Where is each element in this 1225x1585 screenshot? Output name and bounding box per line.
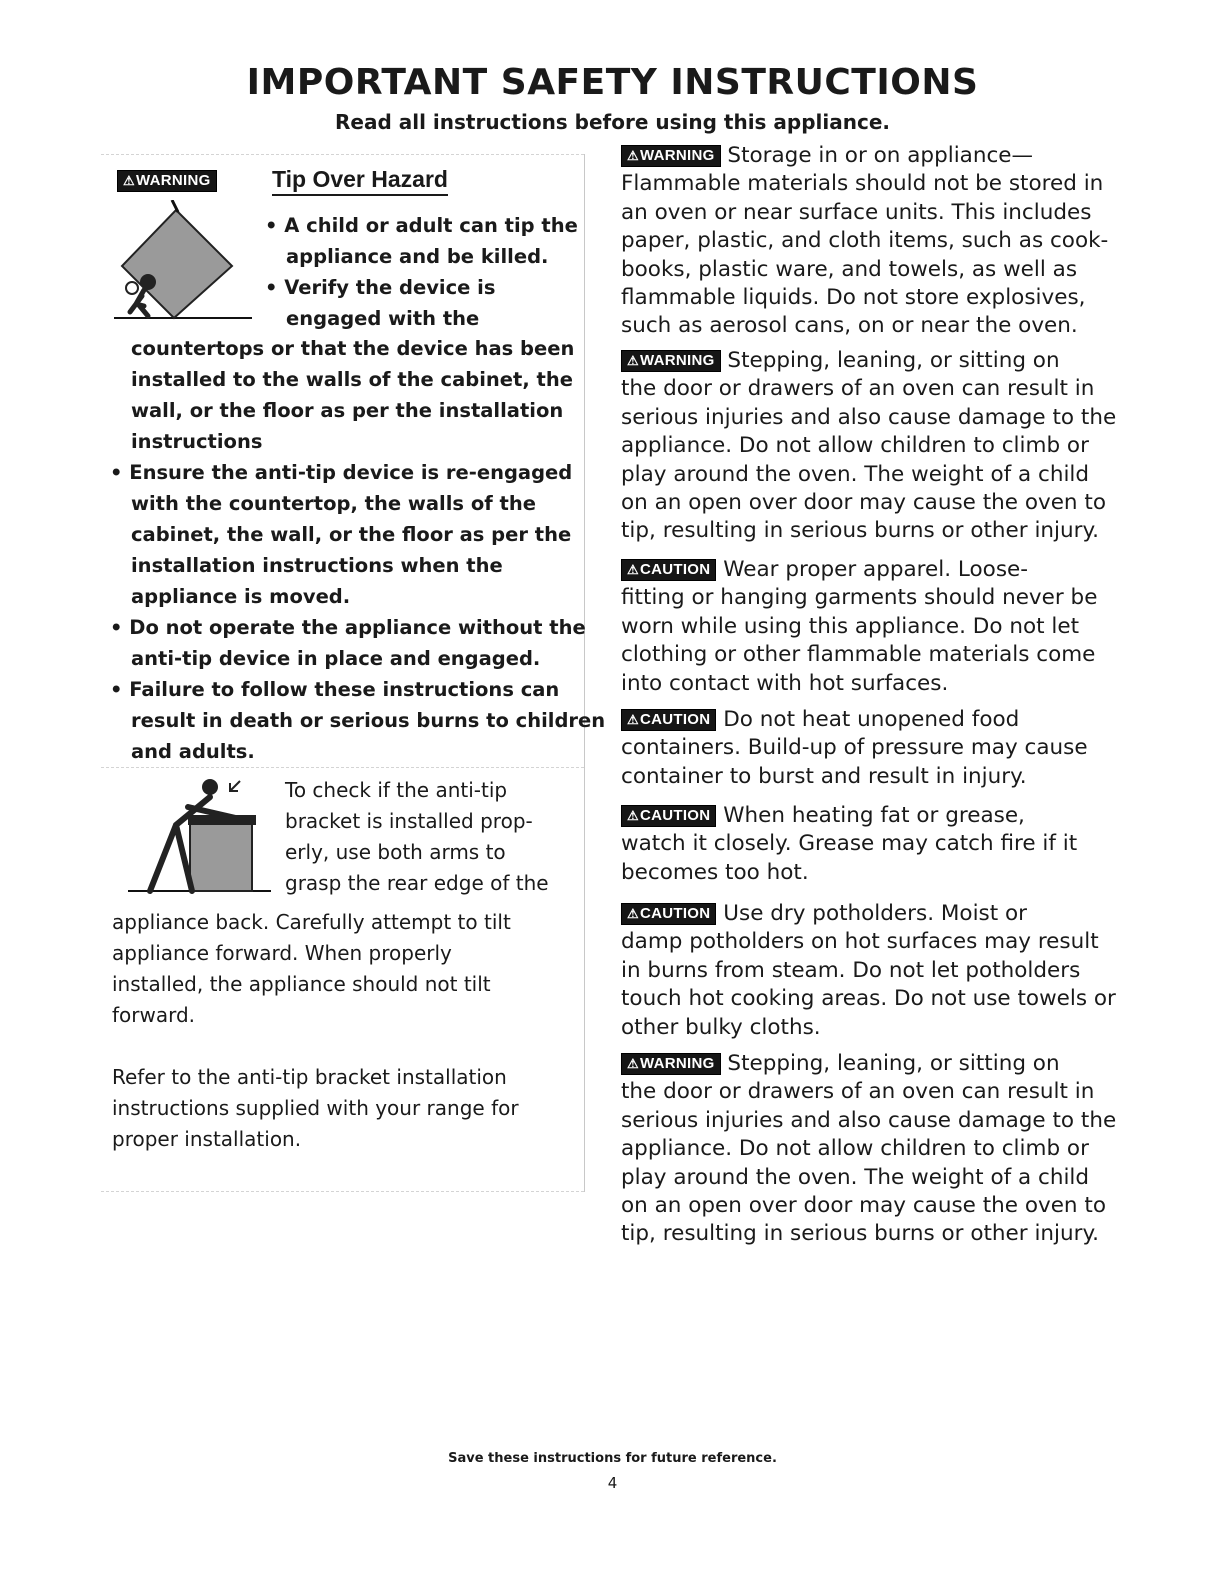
text-line: Flammable materials should not be stored in [621, 171, 1104, 197]
caution-badge: ⚠CAUTION [621, 805, 716, 827]
text-line: • A child or adult can tip the [265, 214, 578, 237]
text-line: tip, resulting in serious burns or other injury. [621, 1221, 1099, 1247]
text-line: countertops or that the device has been [131, 337, 575, 360]
anti-tip-check-illustration-icon [128, 775, 273, 895]
text-line: To check if the anti-tip [285, 778, 508, 802]
text-line: ⚠CAUTION When heating fat or grease, [621, 802, 1221, 830]
page-number: 4 [607, 1474, 618, 1492]
text-line: installation instructions when the [131, 554, 503, 577]
text-line: • Verify the device is [265, 276, 496, 299]
text-line: containers. Build-up of pressure may cause [621, 735, 1088, 761]
text-line: • Failure to follow these instructions can [110, 678, 560, 701]
text-line: installed to the walls of the cabinet, the [131, 368, 573, 391]
text-line: play around the oven. The weight of a child [621, 461, 1090, 487]
caution-paragraph-containers [621, 706, 1221, 791]
text-line: tip, resulting in serious burns or other injury. [621, 518, 1099, 544]
text-line: wall, or the floor as per the installation [131, 399, 564, 422]
warning-paragraph-stepping [621, 347, 1221, 546]
warning-triangle-icon: ⚠ [123, 173, 135, 188]
text-line: instructions [131, 430, 263, 453]
text-line: ⚠CAUTION Do not heat unopened food [621, 706, 1221, 734]
text-line: appliance back. Carefully attempt to tilt [112, 910, 511, 934]
text-line: ⚠WARNING Stepping, leaning, or sitting on [621, 1050, 1221, 1078]
text-line: play around the oven. The weight of a child [621, 1164, 1090, 1190]
warning-triangle-icon: ⚠ [627, 906, 639, 921]
text-line: flammable liquids. Do not store explosives, [621, 285, 1086, 311]
text-line: Refer to the anti-tip bracket installation [112, 1065, 507, 1089]
tip-bullet-block-continued [110, 333, 605, 767]
text-line: appliance. Do not allow children to climb or [621, 433, 1089, 459]
text-line: • Do not operate the appliance without the [110, 616, 586, 639]
caution-badge: ⚠CAUTION [621, 559, 716, 581]
text-line: cabinet, the wall, or the floor as per the [131, 523, 572, 546]
warning-badge: ⚠WARNING [621, 1053, 721, 1075]
warning-paragraph-stepping-repeat [621, 1050, 1221, 1249]
warning-badge: ⚠WARNING [117, 170, 217, 192]
text-line: on an open over door may cause the oven to [621, 1193, 1106, 1219]
text-line: worn while using this appliance. Do not let [621, 613, 1080, 639]
tip-over-title: Tip Over Hazard [272, 166, 448, 196]
page-title: IMPORTANT SAFETY INSTRUCTIONS [246, 62, 979, 103]
page-subtitle: Read all instructions before using this appliance. [334, 110, 891, 134]
warning-badge: ⚠WARNING [621, 350, 721, 372]
tip-bullet-block [265, 210, 578, 334]
text-line: on an open over door may cause the oven to [621, 490, 1106, 516]
section-divider [101, 1191, 584, 1192]
text-line: erly, use both arms to [285, 840, 506, 864]
text-line: ⚠CAUTION Use dry potholders. Moist or [621, 900, 1221, 928]
text-line: bracket is installed prop- [285, 809, 533, 833]
check-text-block [285, 775, 549, 899]
footer-note: Save these instructions for future reference. [448, 1451, 777, 1466]
text-line: grasp the rear edge of the [285, 871, 549, 895]
text-line: instructions supplied with your range for [112, 1096, 519, 1120]
text-line: touch hot cooking areas. Do not use towels or [621, 986, 1116, 1012]
text-line: serious injuries and also cause damage to the [621, 404, 1117, 430]
text-line: appliance is moved. [131, 585, 351, 608]
text-line: appliance forward. When properly [112, 941, 452, 965]
text-line: forward. [112, 1003, 196, 1027]
text-line: watch it closely. Grease may catch fire if it [621, 831, 1078, 857]
text-line: fitting or hanging garments should never be [621, 585, 1098, 611]
text-line: container to burst and result in injury. [621, 763, 1027, 789]
text-line: ⚠CAUTION Wear proper apparel. Loose- [621, 556, 1221, 584]
text-line: engaged with the [286, 307, 480, 330]
text-line: appliance and be killed. [286, 245, 549, 268]
text-line: installed, the appliance should not tilt [112, 972, 491, 996]
warning-triangle-icon: ⚠ [627, 353, 639, 368]
warning-badge: ⚠WARNING [621, 145, 721, 167]
text-line: damp potholders on hot surfaces may result [621, 929, 1099, 955]
text-line: paper, plastic, and cloth items, such as cook- [621, 228, 1109, 254]
text-line: anti-tip device in place and engaged. [131, 647, 541, 670]
section-divider [101, 154, 584, 155]
text-line: • Ensure the anti-tip device is re-engaged [110, 461, 573, 484]
check-text-block-continued [112, 907, 511, 1031]
text-line: ⚠WARNING Stepping, leaning, or sitting on [621, 347, 1221, 375]
caution-paragraph-apparel [621, 556, 1221, 698]
warning-triangle-icon: ⚠ [627, 808, 639, 823]
text-line: such as aerosol cans, on or near the oven. [621, 313, 1078, 339]
text-line: ⚠WARNING Storage in or on appliance— [621, 142, 1221, 170]
caution-badge: ⚠CAUTION [621, 903, 716, 925]
text-line: result in death or serious burns to children [131, 709, 606, 732]
warning-triangle-icon: ⚠ [627, 1056, 639, 1071]
text-line: in burns from steam. Do not let potholders [621, 957, 1081, 983]
text-line: an oven or near surface units. This includes [621, 199, 1092, 225]
tip-over-illustration-icon [114, 200, 254, 320]
warning-paragraph-storage [621, 142, 1221, 341]
refer-text-block [112, 1062, 519, 1155]
text-line: the door or drawers of an oven can result in [621, 1079, 1095, 1105]
warning-triangle-icon: ⚠ [627, 562, 639, 577]
warning-triangle-icon: ⚠ [627, 148, 639, 163]
text-line: into contact with hot surfaces. [621, 670, 949, 696]
text-line: appliance. Do not allow children to climb or [621, 1136, 1089, 1162]
section-divider [101, 767, 584, 768]
caution-badge: ⚠CAUTION [621, 709, 716, 731]
text-line: serious injuries and also cause damage to the [621, 1107, 1117, 1133]
text-line: proper installation. [112, 1127, 302, 1151]
text-line: other bulky cloths. [621, 1014, 821, 1040]
text-line: books, plastic ware, and towels, as well as [621, 256, 1078, 282]
caution-paragraph-potholders [621, 900, 1221, 1042]
text-line: clothing or other flammable materials come [621, 642, 1096, 668]
caution-paragraph-grease [621, 802, 1221, 887]
text-line: the door or drawers of an oven can result in [621, 376, 1095, 402]
text-line: becomes too hot. [621, 859, 809, 885]
text-line: with the countertop, the walls of the [131, 492, 536, 515]
warning-triangle-icon: ⚠ [627, 712, 639, 727]
text-line: and adults. [131, 740, 255, 763]
